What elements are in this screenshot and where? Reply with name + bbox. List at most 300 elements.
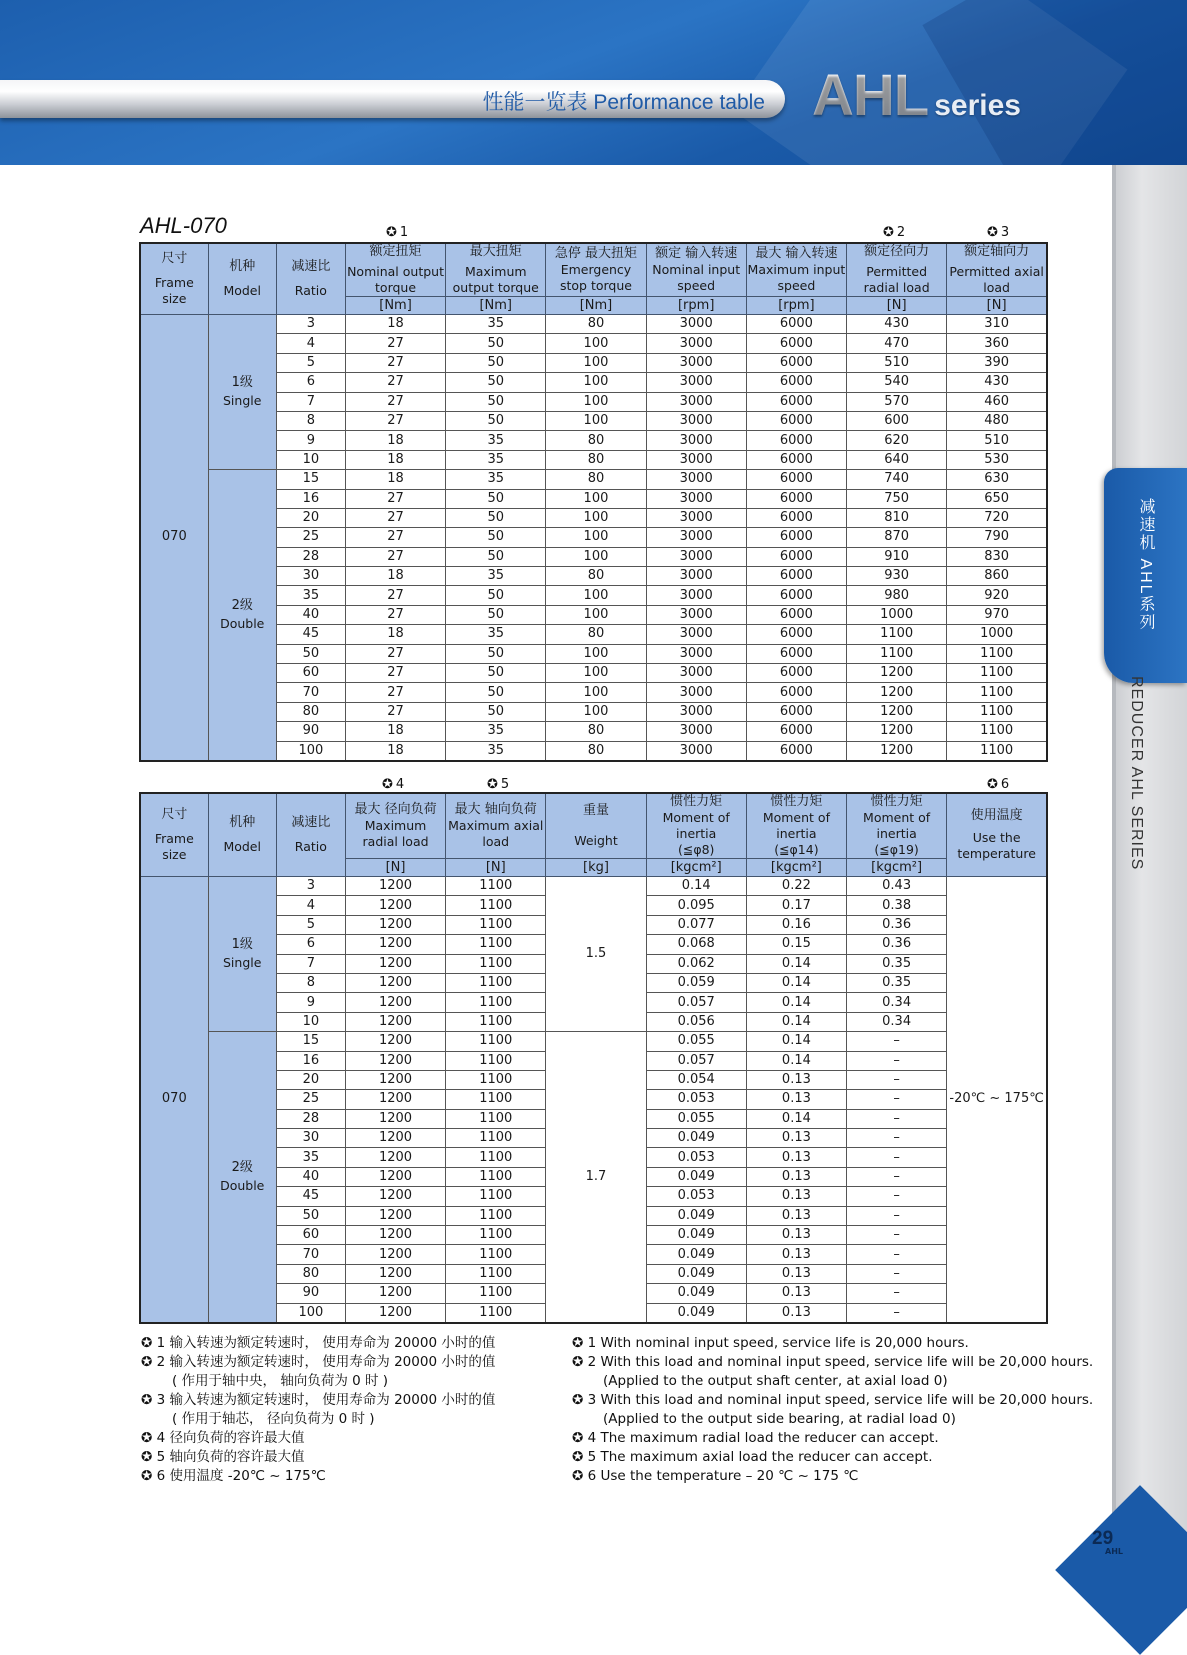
gear-icon: ✪	[141, 1468, 157, 1484]
gear-icon: ✪	[141, 1392, 157, 1408]
table-cell: 0.053	[646, 1148, 746, 1167]
table-row	[140, 373, 1047, 392]
table-cell: 27	[345, 334, 445, 353]
table-cell: 3000	[646, 586, 746, 605]
ratio-cell: 10	[276, 450, 345, 469]
unit-label: [kgcm²]	[847, 859, 947, 877]
unit-label: [N]	[947, 297, 1047, 315]
performance-table-1	[139, 242, 1048, 762]
table-cell: 100	[546, 547, 646, 566]
table-cell: 0.049	[646, 1264, 746, 1283]
table-cell: 1100	[446, 1129, 546, 1148]
table-cell: 50	[446, 586, 546, 605]
table-cell: 3000	[646, 664, 746, 683]
table-cell: 1100	[947, 741, 1047, 761]
table-cell: 100	[546, 683, 646, 702]
table-cell: 0.056	[646, 1012, 746, 1031]
table-cell: 1200	[345, 973, 445, 992]
table-cell: 6000	[746, 625, 846, 644]
table-cell: 50	[446, 411, 546, 430]
weight-value: 1.7	[546, 1032, 646, 1323]
unit-label: [rpm]	[746, 297, 846, 315]
table-cell: 50	[446, 547, 546, 566]
gear-icon: ✪	[987, 777, 998, 792]
table-row	[140, 741, 1047, 761]
table-cell: 6000	[746, 683, 846, 702]
gear-icon: ✪	[987, 225, 998, 240]
table-cell: 0.13	[746, 1284, 846, 1303]
table-cell: –	[847, 1090, 947, 1109]
ratio-cell: 20	[276, 1070, 345, 1089]
table-cell: –	[847, 1303, 947, 1323]
note-sub: ( 作用于轴芯， 径向负荷为 0 时 )	[172, 1411, 375, 1427]
table-cell: 3000	[646, 353, 746, 372]
table-cell: 3000	[646, 411, 746, 430]
gear-icon: ✪	[572, 1430, 588, 1446]
table-row	[140, 528, 1047, 547]
ratio-cell: 50	[276, 644, 345, 663]
temperature-value: -20℃ ~ 175℃	[947, 877, 1047, 1323]
table-cell: 0.22	[746, 877, 846, 896]
table-cell: 1100	[446, 1090, 546, 1109]
table-cell: 27	[345, 489, 445, 508]
title-bar	[0, 80, 785, 118]
table-cell: 100	[546, 605, 646, 624]
table-cell: 1200	[345, 1187, 445, 1206]
table-cell: 35	[446, 567, 546, 586]
table-cell: 100	[546, 334, 646, 353]
table-cell: 3000	[646, 741, 746, 761]
table-cell: 830	[947, 547, 1047, 566]
table-cell: 6000	[746, 431, 846, 450]
table-cell: 1200	[345, 877, 445, 896]
table-cell: 1200	[345, 1148, 445, 1167]
table-cell: 6000	[746, 567, 846, 586]
table-cell: 0.36	[847, 935, 947, 954]
table-cell: 1100	[446, 915, 546, 934]
table-cell: 1200	[345, 915, 445, 934]
table-cell: 80	[546, 315, 646, 334]
note-item: ✪ 5 The maximum axial load the reducer can accept.	[572, 1449, 933, 1465]
ratio-cell: 30	[276, 567, 345, 586]
table-cell: 18	[345, 567, 445, 586]
table-cell: 790	[947, 528, 1047, 547]
table-cell: 1100	[446, 896, 546, 915]
table-cell: 600	[847, 411, 947, 430]
table-cell: 6000	[746, 470, 846, 489]
ratio-cell: 25	[276, 1090, 345, 1109]
table-cell: 630	[947, 470, 1047, 489]
table-cell: 1200	[345, 1264, 445, 1283]
gear-icon: ✪	[572, 1335, 588, 1351]
table-row	[140, 450, 1047, 469]
table-cell: 50	[446, 373, 546, 392]
ratio-cell: 40	[276, 1167, 345, 1186]
table-cell: 6000	[746, 353, 846, 372]
table-row	[140, 392, 1047, 411]
table-cell: –	[847, 1051, 947, 1070]
ratio-cell: 10	[276, 1012, 345, 1031]
table-cell: 3000	[646, 702, 746, 721]
table-cell: 750	[847, 489, 947, 508]
note-item: ✪ 6 Use the temperature – 20 ℃ ~ 175 ℃	[572, 1468, 859, 1484]
gear-icon: ✪	[572, 1354, 588, 1370]
page-header	[0, 0, 1187, 165]
table-cell: 1100	[446, 1284, 546, 1303]
table-cell: 1200	[847, 702, 947, 721]
col-temperature: 使用温度 Use the temperature	[947, 793, 1047, 877]
table-cell: 0.062	[646, 954, 746, 973]
table-cell: 18	[345, 315, 445, 334]
page-tag: AHL	[1105, 1547, 1123, 1556]
table-cell: 27	[345, 683, 445, 702]
table-cell: –	[847, 1187, 947, 1206]
ratio-cell: 3	[276, 877, 345, 896]
table-cell: 0.057	[646, 993, 746, 1012]
table-cell: 460	[947, 392, 1047, 411]
table-cell: 3000	[646, 334, 746, 353]
table-row	[140, 1032, 1047, 1051]
table-cell: 970	[947, 605, 1047, 624]
table-cell: –	[847, 1129, 947, 1148]
table-cell: 0.055	[646, 1109, 746, 1128]
table-cell: 1200	[345, 896, 445, 915]
ratio-cell: 30	[276, 1129, 345, 1148]
table-cell: 0.049	[646, 1303, 746, 1323]
col-max-speed: 最大 输入转速 Maximum input speed	[746, 243, 846, 297]
table-row	[140, 508, 1047, 527]
table-cell: 6000	[746, 702, 846, 721]
table-cell: 18	[345, 450, 445, 469]
gear-icon: ✪	[141, 1354, 157, 1370]
side-label: REDUCER AHL SERIES	[1128, 676, 1145, 871]
table-row	[140, 411, 1047, 430]
ratio-cell: 8	[276, 973, 345, 992]
frame-size-value: 070	[140, 877, 208, 1323]
table-cell: 6000	[746, 489, 846, 508]
gear-icon: ✪	[883, 225, 894, 240]
table-cell: 0.049	[646, 1206, 746, 1225]
gear-icon: ✪	[572, 1468, 588, 1484]
table-cell: 1200	[345, 1226, 445, 1245]
table-cell: 1100	[446, 1206, 546, 1225]
note-sub: ( 作用于轴中央， 轴向负荷为 0 时 )	[172, 1373, 389, 1389]
unit-label: [kgcm²]	[746, 859, 846, 877]
table-cell: 27	[345, 411, 445, 430]
table-cell: 640	[847, 450, 947, 469]
table-cell: 0.13	[746, 1129, 846, 1148]
table-cell: 100	[546, 489, 646, 508]
table-cell: 1000	[847, 605, 947, 624]
table-cell: 810	[847, 508, 947, 527]
ratio-cell: 60	[276, 1226, 345, 1245]
table-cell: 50	[446, 644, 546, 663]
table-cell: 80	[546, 625, 646, 644]
table-cell: 0.13	[746, 1206, 846, 1225]
table-cell: 80	[546, 470, 646, 489]
table-cell: 100	[546, 644, 646, 663]
header-title: 性能一览表 Performance table	[482, 91, 765, 114]
table-cell: 1100	[446, 1167, 546, 1186]
unit-label: [N]	[345, 859, 445, 877]
table-cell: 1100	[446, 1187, 546, 1206]
col-inertia-14: 惯性力矩 Moment of inertia (≦φ14)	[746, 793, 846, 859]
table-cell: 1200	[345, 1109, 445, 1128]
ratio-cell: 4	[276, 896, 345, 915]
ratio-cell: 45	[276, 1187, 345, 1206]
table-row	[140, 547, 1047, 566]
table-cell: 0.36	[847, 915, 947, 934]
table-cell: 1100	[847, 625, 947, 644]
table-cell: 3000	[646, 605, 746, 624]
unit-label: [N]	[847, 297, 947, 315]
table-row	[140, 334, 1047, 353]
table-cell: 0.16	[746, 915, 846, 934]
ratio-cell: 28	[276, 1109, 345, 1128]
table-cell: 570	[847, 392, 947, 411]
table-cell: 540	[847, 373, 947, 392]
side-strip-edge	[1112, 165, 1116, 1600]
table-row	[140, 489, 1047, 508]
note-item: ✪ 4 The maximum radial load the reducer can accept.	[572, 1430, 939, 1446]
table-cell: 930	[847, 567, 947, 586]
col-max-axial-load: 最大 轴向负荷 Maximum axial load	[446, 793, 546, 859]
table-cell: 0.15	[746, 935, 846, 954]
table-cell: 18	[345, 431, 445, 450]
table-cell: 6000	[746, 528, 846, 547]
col-ratio: 减速比 Ratio	[276, 243, 345, 315]
table-cell: 3000	[646, 431, 746, 450]
table-cell: 50	[446, 334, 546, 353]
table-cell: –	[847, 1206, 947, 1225]
table-cell: 27	[345, 508, 445, 527]
table-cell: 1200	[847, 683, 947, 702]
table-cell: 1100	[446, 1264, 546, 1283]
ratio-cell: 7	[276, 392, 345, 411]
gear-icon: ✪	[572, 1392, 588, 1408]
unit-label: [Nm]	[345, 297, 445, 315]
ratio-cell: 60	[276, 664, 345, 683]
table-cell: 1100	[446, 1012, 546, 1031]
table-cell: 35	[446, 315, 546, 334]
table-cell: –	[847, 1167, 947, 1186]
table-cell: 27	[345, 644, 445, 663]
table-cell: 6000	[746, 508, 846, 527]
ratio-cell: 70	[276, 683, 345, 702]
unit-label: [Nm]	[546, 297, 646, 315]
ratio-cell: 16	[276, 489, 345, 508]
table-cell: 430	[947, 373, 1047, 392]
table-cell: 390	[947, 353, 1047, 372]
table-cell: 0.059	[646, 973, 746, 992]
note-item: ✪ 1 输入转速为额定转速时， 使用寿命为 20000 小时的值	[141, 1335, 496, 1351]
table-cell: 6000	[746, 373, 846, 392]
table-cell: 100	[546, 702, 646, 721]
table-cell: 470	[847, 334, 947, 353]
col-inertia-8: 惯性力矩 Moment of inertia (≦φ8)	[646, 793, 746, 859]
table-cell: 1100	[446, 954, 546, 973]
table-cell: 50	[446, 528, 546, 547]
col-frame-size: 尺寸 Frame size	[140, 243, 208, 315]
ratio-cell: 15	[276, 1032, 345, 1051]
table-cell: –	[847, 1109, 947, 1128]
note-sub: (Applied to the output shaft center, at axial load 0)	[603, 1373, 948, 1389]
table-cell: 0.14	[646, 877, 746, 896]
table-cell: 0.35	[847, 973, 947, 992]
unit-label: [kg]	[546, 859, 646, 877]
table-cell: –	[847, 1226, 947, 1245]
table-cell: 360	[947, 334, 1047, 353]
ratio-cell: 40	[276, 605, 345, 624]
table-cell: 0.054	[646, 1070, 746, 1089]
table-cell: 0.43	[847, 877, 947, 896]
table-cell: 27	[345, 547, 445, 566]
table-cell: 1200	[847, 722, 947, 741]
table-row	[140, 702, 1047, 721]
table-cell: 0.057	[646, 1051, 746, 1070]
table-cell: 0.17	[746, 896, 846, 915]
table-cell: 3000	[646, 508, 746, 527]
footnote-marker-6: ✪ 6	[987, 777, 1010, 792]
table-cell: 6000	[746, 411, 846, 430]
ratio-cell: 70	[276, 1245, 345, 1264]
table-cell: 860	[947, 567, 1047, 586]
table-cell: 100	[546, 392, 646, 411]
table-cell: 0.13	[746, 1264, 846, 1283]
table-cell: 0.13	[746, 1148, 846, 1167]
table-cell: 1100	[446, 1109, 546, 1128]
table-cell: 0.38	[847, 896, 947, 915]
table-cell: 0.13	[746, 1167, 846, 1186]
table-cell: 920	[947, 586, 1047, 605]
table-cell: 100	[546, 664, 646, 683]
table-cell: 0.14	[746, 1051, 846, 1070]
table-cell: –	[847, 1245, 947, 1264]
table-cell: 530	[947, 450, 1047, 469]
table-cell: 1200	[345, 1284, 445, 1303]
performance-table-2	[139, 792, 1048, 1324]
table-cell: 310	[947, 315, 1047, 334]
table-cell: 3000	[646, 644, 746, 663]
table-cell: 0.049	[646, 1167, 746, 1186]
table-cell: 50	[446, 664, 546, 683]
table-cell: 6000	[746, 315, 846, 334]
ratio-cell: 6	[276, 373, 345, 392]
table-cell: 1100	[446, 935, 546, 954]
table-row	[140, 722, 1047, 741]
unit-label: [Nm]	[446, 297, 546, 315]
table-cell: 27	[345, 586, 445, 605]
table-cell: 35	[446, 431, 546, 450]
table-cell: 430	[847, 315, 947, 334]
notes-english	[572, 1334, 1093, 1486]
table-cell: 0.13	[746, 1070, 846, 1089]
table-cell: 1100	[446, 1051, 546, 1070]
table-cell: 6000	[746, 741, 846, 761]
footnote-marker-3: ✪ 3	[987, 225, 1010, 240]
note-item: ✪ 2 输入转速为额定转速时， 使用寿命为 20000 小时的值	[141, 1354, 496, 1370]
table-cell: 6000	[746, 664, 846, 683]
table-cell: –	[847, 1070, 947, 1089]
table-cell: 1100	[847, 644, 947, 663]
table-row	[140, 353, 1047, 372]
note-item: ✪ 3 输入转速为额定转速时， 使用寿命为 20000 小时的值	[141, 1392, 496, 1408]
table-cell: 1200	[847, 741, 947, 761]
brand-logo: AHL series	[812, 63, 1021, 128]
table-cell: 100	[546, 508, 646, 527]
note-item: ✪ 5 轴向负荷的容许最大值	[141, 1449, 305, 1465]
ratio-cell: 5	[276, 915, 345, 934]
table-cell: 1200	[345, 1206, 445, 1225]
section-tab-label: 减速机 AHL系列	[1137, 498, 1154, 632]
table-cell: 0.14	[746, 1012, 846, 1031]
table-cell: 50	[446, 489, 546, 508]
notes-chinese	[141, 1334, 495, 1486]
table-1-body	[140, 315, 1047, 761]
ratio-cell: 80	[276, 702, 345, 721]
table-row	[140, 877, 1047, 896]
table-cell: 27	[345, 528, 445, 547]
table-row	[140, 625, 1047, 644]
table-cell: 27	[345, 605, 445, 624]
table-row	[140, 567, 1047, 586]
table-cell: 0.13	[746, 1187, 846, 1206]
table-cell: 0.053	[646, 1090, 746, 1109]
table-row	[140, 605, 1047, 624]
table-cell: 1200	[345, 1167, 445, 1186]
ratio-cell: 45	[276, 625, 345, 644]
table-cell: 1100	[446, 1245, 546, 1264]
table-cell: 1100	[446, 973, 546, 992]
gear-icon: ✪	[382, 777, 393, 792]
side-strip	[1112, 165, 1187, 1600]
table-cell: 870	[847, 528, 947, 547]
table-cell: 0.095	[646, 896, 746, 915]
table-cell: 1100	[947, 644, 1047, 663]
unit-label: [rpm]	[646, 297, 746, 315]
ratio-cell: 20	[276, 508, 345, 527]
table-cell: 50	[446, 508, 546, 527]
note-item: ✪ 4 径向负荷的容许最大值	[141, 1430, 305, 1446]
table-row	[140, 586, 1047, 605]
note-sub: (Applied to the output side bearing, at radial load 0)	[603, 1411, 956, 1427]
table-cell: 620	[847, 431, 947, 450]
table-cell: 6000	[746, 392, 846, 411]
table-cell: 0.14	[746, 993, 846, 1012]
table-cell: 50	[446, 353, 546, 372]
table-cell: 0.34	[847, 1012, 947, 1031]
table-cell: 1100	[446, 1148, 546, 1167]
col-max-radial-load: 最大 径向负荷 Maximum radial load	[345, 793, 445, 859]
ratio-cell: 6	[276, 935, 345, 954]
table-row	[140, 683, 1047, 702]
table-cell: 0.049	[646, 1129, 746, 1148]
table-cell: 27	[345, 664, 445, 683]
gear-icon: ✪	[572, 1449, 588, 1465]
table-cell: 1100	[947, 702, 1047, 721]
table-cell: 480	[947, 411, 1047, 430]
footnote-marker-1: ✪ 1	[386, 225, 409, 240]
ratio-cell: 15	[276, 470, 345, 489]
model-label: 1级 Single	[208, 877, 276, 1032]
table-cell: 35	[446, 722, 546, 741]
page-number: 29	[1092, 1528, 1114, 1549]
table-cell: 6000	[746, 586, 846, 605]
table-cell: 1200	[345, 993, 445, 1012]
table-row	[140, 644, 1047, 663]
ratio-cell: 25	[276, 528, 345, 547]
table-cell: 3000	[646, 392, 746, 411]
